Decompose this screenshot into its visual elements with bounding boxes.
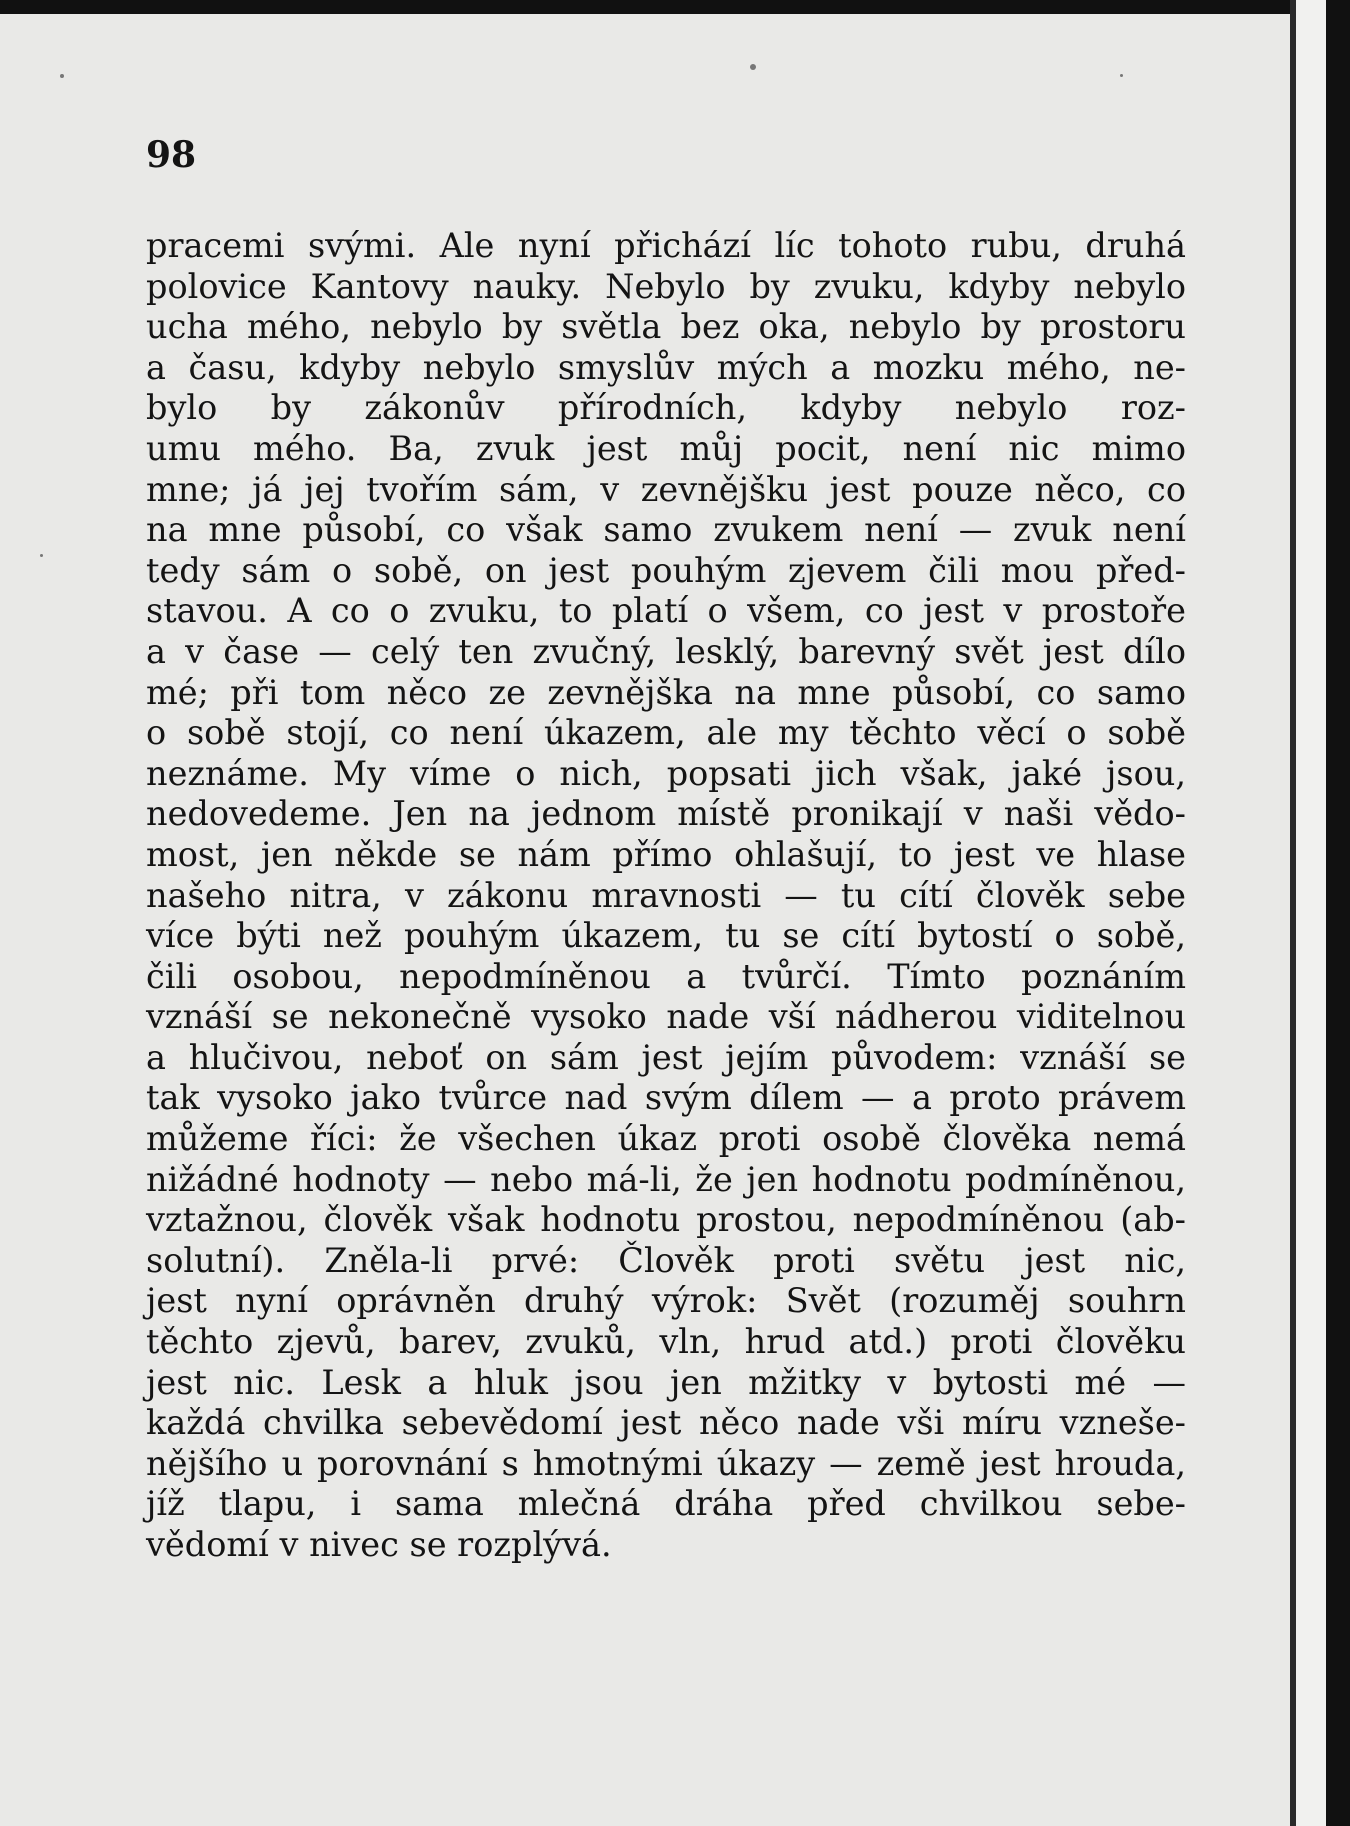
text-line: mne; já jej tvořím sám, v zevnějšku jest pouze něco, co xyxy=(146,469,1186,509)
text-line: nedovedeme. Jen na jednom místě pronikají v naši vědo- xyxy=(146,794,1186,834)
paper-speck xyxy=(60,74,64,78)
text-line: vztažnou, člověk však hodnotu prostou, nepodmíněnou (ab- xyxy=(146,1200,1186,1240)
text-line: neznáme. My víme o nich, popsati jich však, jaké jsou, xyxy=(146,753,1186,793)
text-line: vědomí v nivec se rozplývá. xyxy=(146,1525,612,1564)
text-line: nějšího u porovnání s hmotnými úkazy — země jest hrouda, xyxy=(146,1443,1186,1483)
paper-speck xyxy=(40,554,43,557)
text-line: ucha mého, nebylo by světla bez oka, nebylo by prostoru xyxy=(146,307,1186,347)
text-line: o sobě stojí, co není úkazem, ale my těchto věcí o sobě xyxy=(146,713,1186,753)
text-line: solutní). Zněla-li prvé: Člověk proti světu jest nic, xyxy=(146,1240,1186,1280)
text-line: těchto zjevů, barev, zvuků, vln, hrud atd.) proti člověku xyxy=(146,1322,1186,1362)
text-line: čili osobou, nepodmíněnou a tvůrčí. Tímto poznáním xyxy=(146,956,1186,996)
text-line: pracemi svými. Ale nyní přichází líc tohoto rubu, druhá xyxy=(146,226,1186,265)
book-page xyxy=(0,14,1290,1826)
body-text xyxy=(146,226,1186,1566)
text-line: most, jen někde se nám přímo ohlašují, to jest ve hlase xyxy=(146,834,1186,874)
text-line: vznáší se nekonečně vysoko nade vší nádherou viditelnou xyxy=(146,997,1186,1037)
page-number: 98 xyxy=(146,134,197,176)
text-line: mé; při tom něco ze zevnějška na mne působí, co samo xyxy=(146,672,1186,712)
text-line: nižádné hodnoty — nebo má-li, že jen hodnotu podmíněnou, xyxy=(146,1159,1186,1199)
text-line: bylo by zákonův přírodních, kdyby nebylo roz- xyxy=(146,388,1186,428)
text-line: jest nyní oprávněn druhý výrok: Svět (rozuměj souhrn xyxy=(146,1281,1186,1321)
text-line: a v čase — celý ten zvučný, lesklý, barevný svět jest dílo xyxy=(146,631,1186,671)
text-line: a času, kdyby nebylo smyslův mých a mozku mého, ne- xyxy=(146,347,1186,387)
text-line: jíž tlapu, i sama mlečná dráha před chvilkou sebe- xyxy=(146,1484,1186,1524)
text-line: našeho nitra, v zákonu mravnosti — tu cítí člověk sebe xyxy=(146,875,1186,915)
text-line: více býti než pouhým úkazem, tu se cítí bytostí o sobě, xyxy=(146,916,1186,956)
text-line: tak vysoko jako tvůrce nad svým dílem — a proto právem xyxy=(146,1078,1186,1118)
paper-speck xyxy=(1120,74,1123,77)
scan-top-border xyxy=(0,0,1350,14)
text-line: jest nic. Lesk a hluk jsou jen mžitky v bytosti mé — xyxy=(146,1362,1186,1402)
scan-right-border xyxy=(1290,0,1350,1826)
text-line: tedy sám o sobě, on jest pouhým zjevem čili mou před- xyxy=(146,550,1186,590)
text-line: a hlučivou, neboť on sám jest jejím původem: vznáší se xyxy=(146,1037,1186,1077)
text-line: polovice Kantovy nauky. Nebylo by zvuku, kdyby nebylo xyxy=(146,266,1186,306)
text-line: umu mého. Ba, zvuk jest můj pocit, není nic mimo xyxy=(146,428,1186,468)
text-line: každá chvilka sebevědomí jest něco nade vši míru vzneše- xyxy=(146,1403,1186,1443)
text-line: můžeme říci: že všechen úkaz proti osobě člověka nemá xyxy=(146,1119,1186,1159)
text-line: na mne působí, co však samo zvukem není — zvuk není xyxy=(146,510,1186,550)
text-line: stavou. A co o zvuku, to platí o všem, co jest v prostoře xyxy=(146,591,1186,631)
paper-speck xyxy=(750,64,756,70)
